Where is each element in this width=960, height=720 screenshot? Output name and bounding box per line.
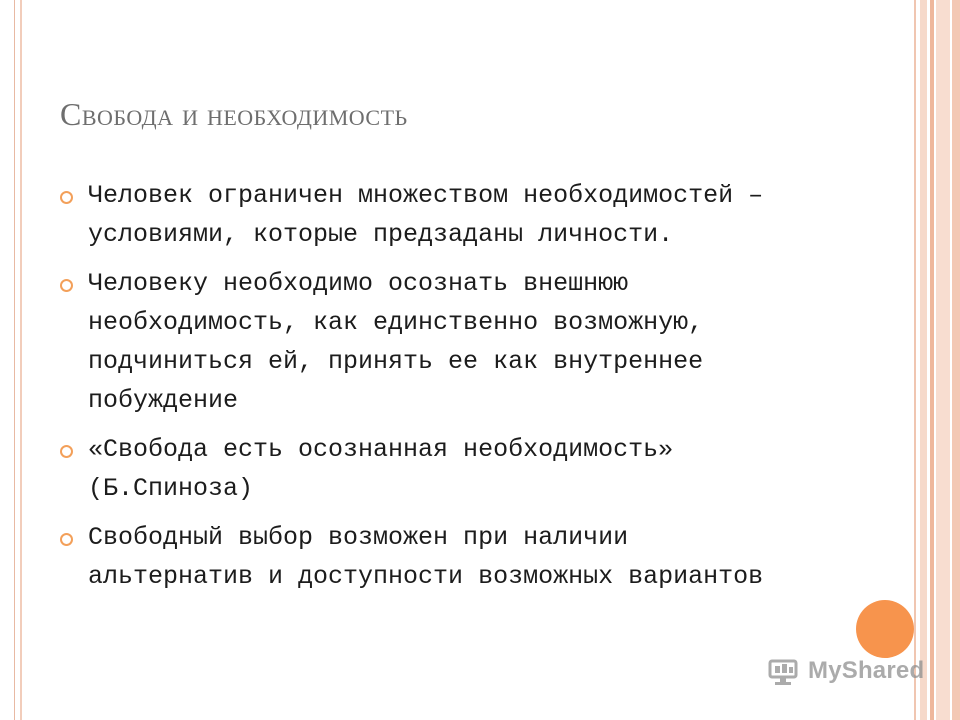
right-border-stripe: [920, 0, 927, 720]
bullet-text: Человеку необходимо осознать внешнюю необходимость, как единственно возможную, подчиниться ей, принять ее как внутреннее побуждение: [88, 269, 704, 415]
right-border-stripe: [930, 0, 934, 720]
bullet-circle-icon: [60, 445, 73, 458]
bullet-item: [60, 264, 780, 420]
bullet-item: [60, 176, 780, 254]
myshared-logo-icon: [768, 656, 802, 686]
bullet-text: «Свобода есть осознанная необходимость» (Б.Спиноза): [88, 435, 674, 503]
watermark: [768, 656, 924, 686]
slide-title: Свобода и необходимость: [60, 96, 408, 132]
bullet-item: [60, 430, 780, 508]
right-border-stripe: [936, 0, 950, 720]
bullet-text: Свободный выбор возможен при наличии альтернатив и доступности возможных вариантов: [88, 523, 764, 591]
bullet-circle-icon: [60, 533, 73, 546]
watermark-text: MyShared: [808, 657, 925, 684]
left-border-line: [20, 0, 22, 720]
right-border-stripe: [914, 0, 916, 720]
bullet-text: Человек ограничен множеством необходимостей – условиями, которые предзаданы личности.: [88, 181, 764, 249]
bullet-circle-icon: [60, 279, 73, 292]
bullet-list: [60, 176, 780, 606]
left-border-line: [14, 0, 15, 720]
bullet-item: [60, 518, 780, 596]
right-border-stripe: [952, 0, 960, 720]
bullet-circle-icon: [60, 191, 73, 204]
decorative-orange-circle: [856, 600, 914, 658]
